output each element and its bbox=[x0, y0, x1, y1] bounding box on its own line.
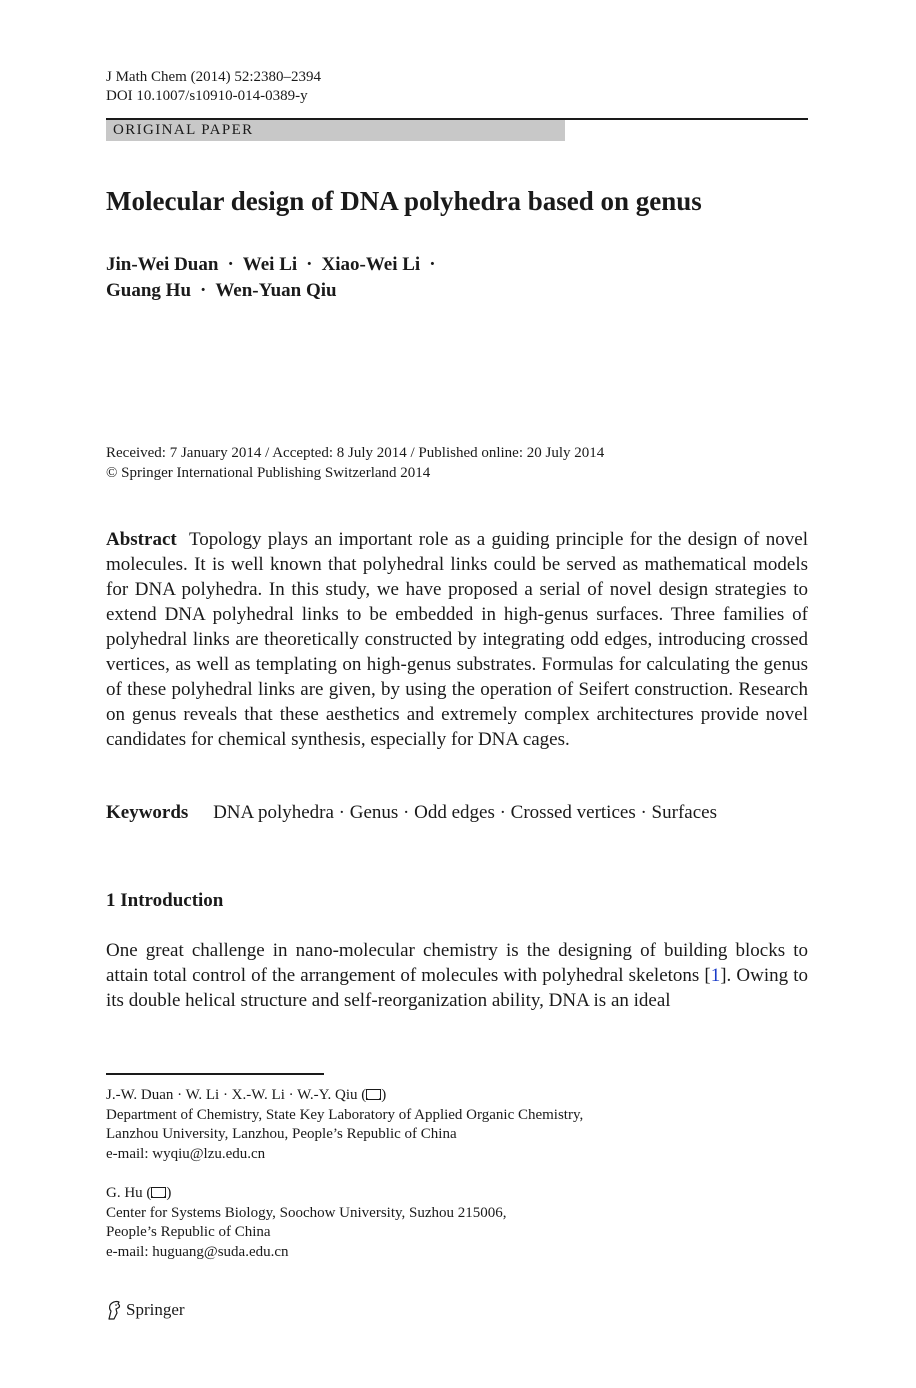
publisher-name: Springer bbox=[126, 1300, 185, 1319]
keywords-label: Keywords bbox=[106, 802, 189, 823]
keywords-text: DNA polyhedra · Genus · Odd edges · Crossed vertices · Surfaces bbox=[213, 802, 717, 823]
author-list bbox=[106, 252, 445, 304]
affiliation-line: Lanzhou University, Lanzhou, People’s Republic of China bbox=[106, 1126, 457, 1143]
keywords bbox=[106, 800, 717, 825]
author-name: Wei Li bbox=[242, 254, 298, 275]
paper-type-banner: ORIGINAL PAPER bbox=[106, 120, 565, 141]
envelope-icon bbox=[366, 1089, 381, 1100]
publisher-logo bbox=[106, 1298, 185, 1322]
author-line-2 bbox=[106, 278, 445, 304]
paper-title: Molecular design of DNA polyhedra based on genus bbox=[106, 186, 702, 216]
affiliation-close: ) bbox=[381, 1087, 387, 1103]
journal-info bbox=[106, 68, 321, 106]
affiliation-line: Department of Chemistry, State Key Laboratory of Applied Organic Chemistry, bbox=[106, 1106, 584, 1123]
affiliation-names: G. Hu ( bbox=[106, 1185, 152, 1201]
intro-text: One great challenge in nano-molecular chemistry is the designing of building blocks to attain total control of the arrangement of molecules with polyhedral skeletons [ bbox=[106, 940, 808, 986]
affiliation-email[interactable]: e-mail: wyqiu@lzu.edu.cn bbox=[106, 1145, 266, 1162]
author-name: Guang Hu bbox=[106, 280, 192, 301]
abstract-text: Topology plays an important role as a guiding principle for the design of novel molecules. It is well known that polyhedral links could be served as mathematical models for DNA polyhedra. In this study, we have proposed a serial of novel design strategies to extend DNA polyhedral links to be embedded in high-genus surfaces. Three families of polyhedral links are theoretically constructed by integrating odd edges, introducing crossed vertices, as well as templating on high-genus substrates. Formulas for calculating the genus of these polyhedral links are given, by using the operation of Seifert construction. Research on genus reveals that these aesthetics and extremely complex architectures provide novel candidates for chemical synthesis, especially for DNA cages. bbox=[106, 529, 808, 750]
citation-link[interactable]: 1 bbox=[710, 965, 721, 986]
author-line-1 bbox=[106, 252, 445, 278]
intro-text: ]. Owing to its double helical structure and self-reorganization ability, DNA is an ideal bbox=[106, 965, 808, 1011]
affiliation-authors bbox=[106, 1086, 583, 1106]
author-separator: · bbox=[306, 254, 313, 275]
affiliation-block bbox=[106, 1086, 583, 1164]
envelope-icon bbox=[151, 1187, 166, 1198]
affiliation-names: J.-W. Duan · W. Li · X.-W. Li · W.-Y. Qiu ( bbox=[106, 1087, 367, 1103]
affiliation-line: Center for Systems Biology, Soochow University, Suzhou 215006, bbox=[106, 1204, 507, 1221]
abstract-label: Abstract bbox=[106, 529, 177, 550]
footnote-rule bbox=[106, 1073, 324, 1075]
introduction-paragraph bbox=[106, 938, 808, 1013]
affiliation-authors bbox=[106, 1184, 507, 1204]
date-history: Received: 7 January 2014 / Accepted: 8 July 2014 / Published online: 20 July 2014 bbox=[106, 445, 605, 461]
author-separator: · bbox=[200, 280, 207, 301]
journal-citation: J Math Chem (2014) 52:2380–2394 bbox=[106, 69, 321, 85]
author-name: Jin-Wei Duan bbox=[106, 254, 219, 275]
affiliation-close: ) bbox=[166, 1185, 172, 1201]
copyright-notice: © Springer International Publishing Switzerland 2014 bbox=[106, 465, 431, 481]
author-name: Xiao-Wei Li bbox=[321, 254, 421, 275]
author-separator: · bbox=[429, 254, 436, 275]
journal-doi: DOI 10.1007/s10910-014-0389-y bbox=[106, 88, 308, 104]
affiliation-email[interactable]: e-mail: huguang@suda.edu.cn bbox=[106, 1243, 289, 1260]
abstract bbox=[106, 527, 808, 752]
section-heading-introduction: 1 Introduction bbox=[106, 890, 224, 911]
affiliation-block bbox=[106, 1184, 507, 1262]
author-separator: · bbox=[227, 254, 234, 275]
springer-horse-icon bbox=[106, 1300, 122, 1320]
author-name: Wen-Yuan Qiu bbox=[215, 280, 337, 301]
publication-dates bbox=[106, 443, 604, 483]
affiliation-line: People’s Republic of China bbox=[106, 1224, 271, 1241]
